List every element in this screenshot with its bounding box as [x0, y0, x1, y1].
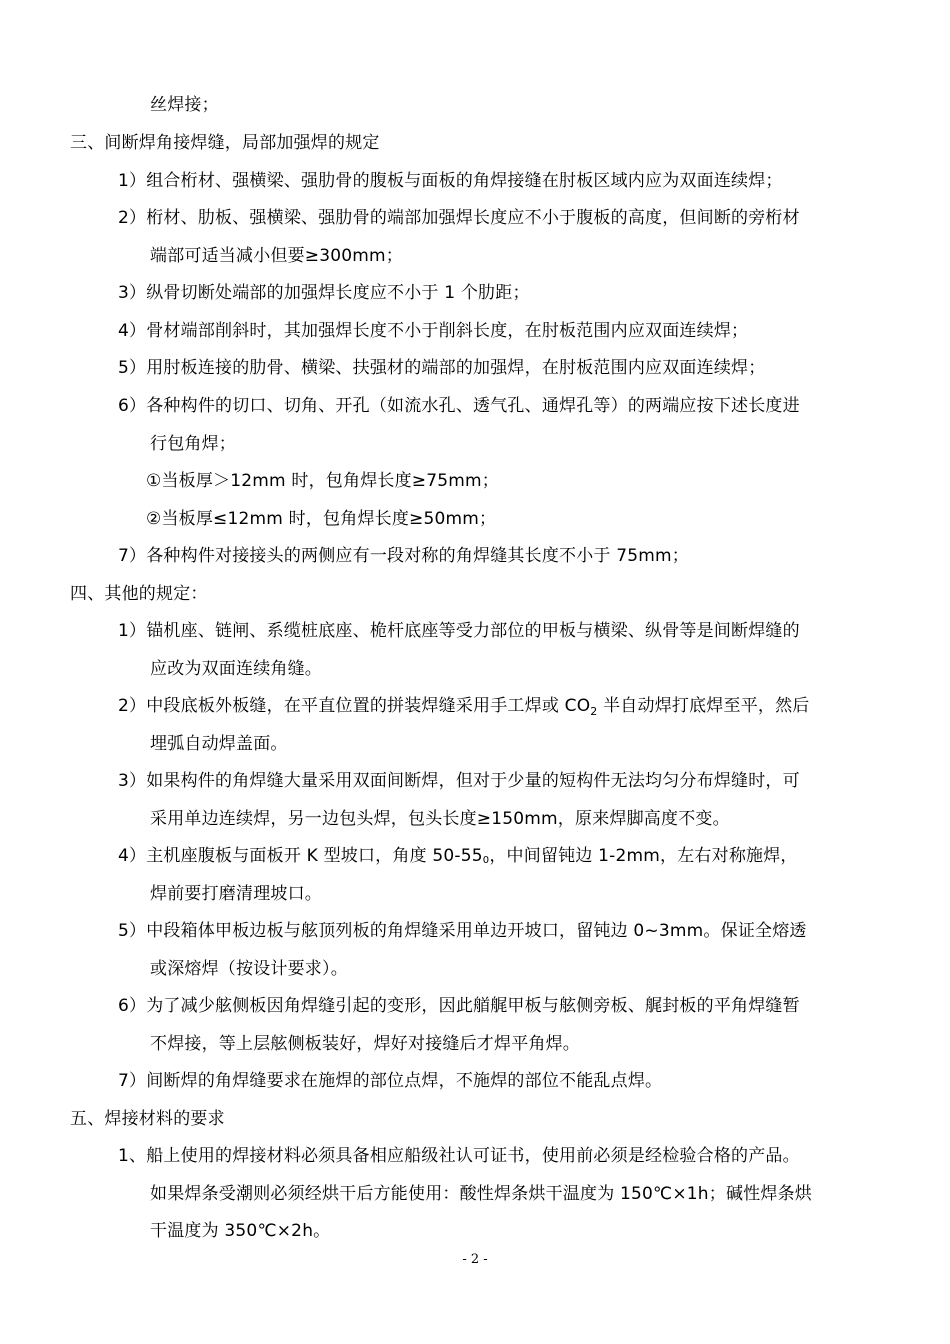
list-item-3-2: 2）桁材、肋板、强横梁、强肋骨的端部加强焊长度应不小于腹板的高度，但间断的旁桁材 [118, 208, 800, 228]
sub-item-1: ①当板厚＞12mm 时，包角焊长度≥75mm； [146, 471, 499, 491]
list-item-4-2-cont: 埋弧自动焊盖面。 [150, 734, 288, 754]
list-item-4-7: 7）间断焊的角焊缝要求在施焊的部位点焊，不施焊的部位不能乱点焊。 [118, 1071, 663, 1091]
list-item-4-3: 3）如果构件的角焊缝大量采用双面间断焊，但对于少量的短构件无法均匀分布焊缝时，可 [118, 771, 800, 791]
list-item-3-6: 6）各种构件的切口、切角、开孔（如流水孔、透气孔、通焊孔等）的两端应按下述长度进 [118, 396, 800, 416]
list-item-4-1-cont: 应改为双面连续角缝。 [150, 659, 322, 679]
list-item-3-7: 7）各种构件对接接头的两侧应有一段对称的角焊缝其长度不小于 75mm； [118, 546, 689, 566]
list-item-4-4-cont: 焊前要打磨清理坡口。 [150, 884, 322, 904]
text-span: 4）主机座腹板与面板开 K 型坡口，角度 50-55 [118, 846, 483, 866]
section-heading-3: 三、间断焊角接焊缝，局部加强焊的规定 [70, 133, 380, 153]
list-item-4-2 [118, 694, 810, 718]
section-heading-5: 五、焊接材料的要求 [70, 1109, 225, 1129]
text-span: 2）中段底板外板缝，在平直位置的拼装焊缝采用手工焊或 CO [118, 696, 591, 716]
list-item-4-5: 5）中段箱体甲板边板与舷顶列板的角焊缝采用单边开坡口，留钝边 0~3mm。保证全熔透 [118, 921, 807, 941]
list-item-4-3-cont: 采用单边连续焊，另一边包头焊，包头长度≥150mm，原来焊脚高度不变。 [150, 809, 730, 829]
list-item-3-6-cont: 行包角焊； [150, 434, 236, 454]
list-item-4-1: 1）锚机座、链闸、系缆桩底座、桅杆底座等受力部位的甲板与横梁、纵骨等是间断焊缝的 [118, 621, 800, 641]
page-number: - 2 - [462, 1252, 488, 1267]
text-span: ，中间留钝边 1-2mm，左右对称施焊， [489, 846, 798, 866]
degree-mark: 0 [482, 855, 490, 866]
subscript: 2 [590, 705, 598, 718]
list-item-3-3: 3）纵骨切断处端部的加强焊长度应不小于 1 个肋距； [118, 283, 530, 303]
sub-item-2: ②当板厚≤12mm 时，包角焊长度≥50mm； [146, 509, 497, 529]
list-item-4-5-cont: 或深熔焊（按设计要求）。 [150, 959, 348, 979]
list-item-5-1-cont2: 干温度为 350℃×2h。 [150, 1221, 331, 1241]
list-item-3-5: 5）用肘板连接的肋骨、横梁、扶强材的端部的加强焊，在肘板范围内应双面连续焊； [118, 358, 766, 378]
list-item-3-1: 1）组合桁材、强横梁、强肋骨的腹板与面板的角焊接缝在肘板区域内应为双面连续焊； [118, 171, 783, 191]
section-heading-4: 四、其他的规定： [70, 584, 208, 604]
list-item-3-4: 4）骨材端部削斜时，其加强焊长度不小于削斜长度，在肘板范围内应双面连续焊； [118, 321, 749, 341]
list-item-4-6: 6）为了减少舷侧板因角焊缝引起的变形，因此艏艉甲板与舷侧旁板、艉封板的平角焊缝暂 [118, 996, 800, 1016]
text-span: 半自动焊打底焊至平，然后 [597, 696, 810, 716]
list-item-3-2-cont: 端部可适当减小但要≥300mm； [150, 246, 404, 266]
list-item-5-1: 1、船上使用的焊接材料必须具备相应船级社认可证书，使用前必须是经检验合格的产品。 [118, 1146, 800, 1166]
text-line: 丝焊接； [150, 95, 219, 115]
list-item-4-4 [118, 844, 798, 873]
list-item-4-6-cont: 不焊接，等上层舷侧板装好，焊好对接缝后才焊平角焊。 [150, 1034, 580, 1054]
list-item-5-1-cont: 如果焊条受潮则必须经烘干后方能使用：酸性焊条烘干温度为 150℃×1h；碱性焊条烘 [150, 1184, 812, 1204]
